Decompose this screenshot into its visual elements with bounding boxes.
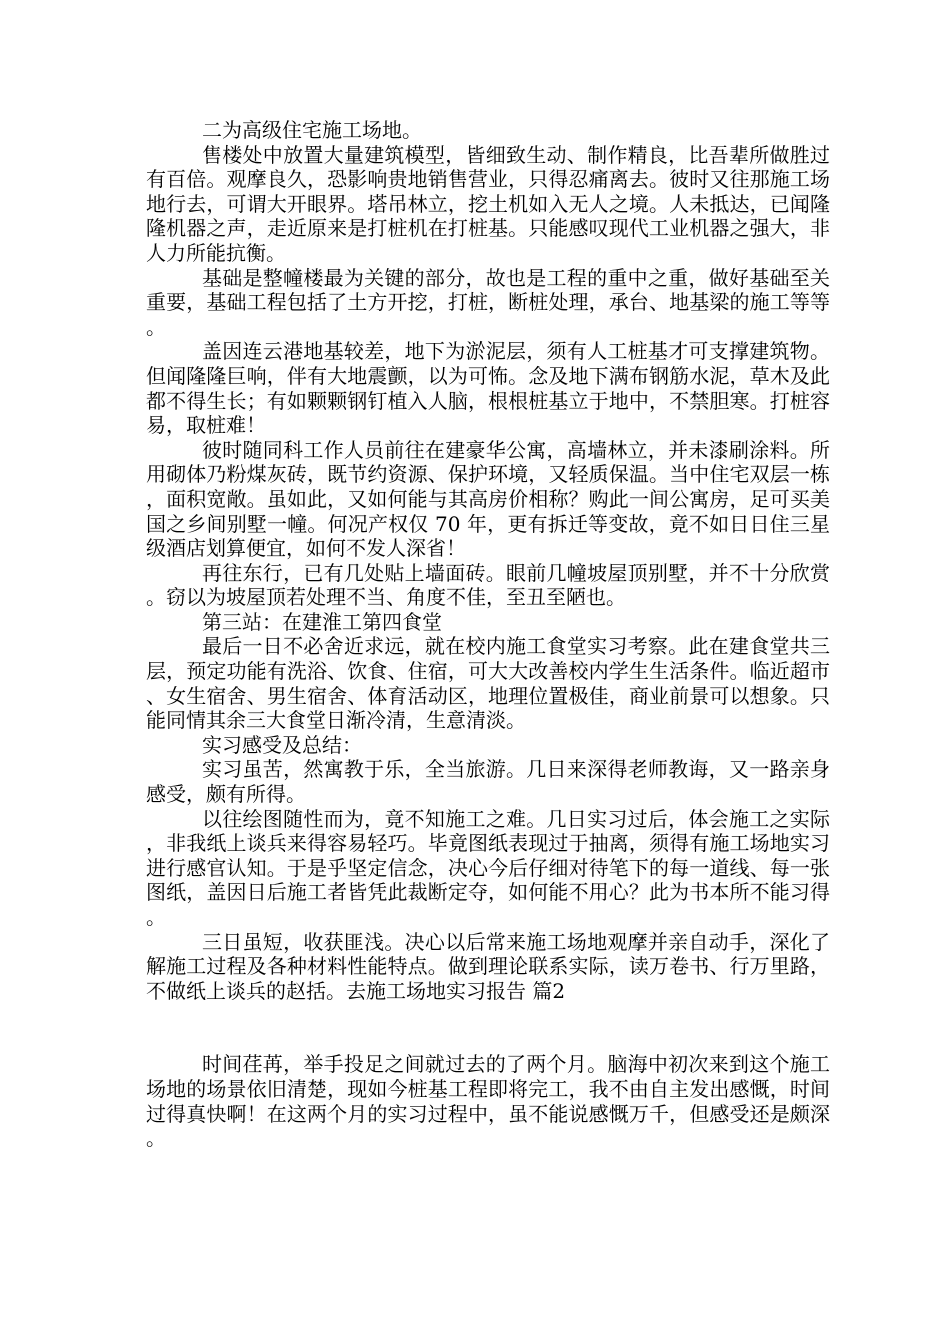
section-heading: 实习感受及总结： bbox=[202, 732, 362, 757]
paragraph: 再往东行，已有几处贴上墙面砖。眼前几幢坡屋顶别墅，并不十分欣赏。窃以为坡屋顶若处理不当、角度不佳，至丑至陋也。 bbox=[146, 560, 830, 610]
paragraph: 时间荏苒，举手投足之间就过去的了两个月。脑海中初次来到这个施工场地的场景依旧清楚，现如今桩基工程即将完工，我不由自主发出感慨，时间过得真快啊！在这两个月的实习过程中，虽不能说感慨万千，但感受还是颇深。 bbox=[146, 1052, 830, 1151]
paragraph: 最后一日不必舍近求远，就在校内施工食堂实习考察。此在建食堂共三层，预定功能有洗浴、饮食、住宿，可大大改善校内学生生活条件。临近超市、女生宿舍、男生宿舍、体育活动区，地理位置极佳，商业前景可以想象。只能同情其余三大食堂日渐冷清，生意清淡。 bbox=[146, 634, 830, 733]
document-body bbox=[146, 118, 830, 1151]
paragraph: 售楼处中放置大量建筑模型，皆细致生动、制作精良，比吾辈所做胜过有百倍。观摩良久，恐影响贵地销售营业，只得忍痛离去。彼时又往那施工场地行去，可谓大开眼界。塔吊林立，挖土机如入无人之境。人未抵达，已闻隆隆机器之声，走近原来是打桩机在打桩基。只能感叹现代工业机器之强大，非人力所能抗衡。 bbox=[146, 142, 830, 265]
paragraph: 三日虽短，收获匪浅。决心以后常来施工场地观摩并亲自动手，深化了解施工过程及各种材料性能特点。做到理论联系实际，读万卷书、行万里路，不做纸上谈兵的赵括。去施工场地实习报告 篇2 bbox=[146, 929, 830, 1003]
paragraph: 基础是整幢楼最为关键的部分，故也是工程的重中之重，做好基础至关重要，基础工程包括了土方开挖，打桩，断桩处理，承台、地基梁的施工等等。 bbox=[146, 265, 830, 339]
paragraph-gap bbox=[146, 1003, 830, 1052]
paragraph: 二为高级住宅施工场地。 bbox=[202, 118, 422, 142]
paragraph: 盖因连云港地基较差，地下为淤泥层，须有人工桩基才可支撑建筑物。但闻隆隆巨响，伴有大地震颤，以为可怖。念及地下满布钢筋水泥，草木及此都不得生长；有如颗颗钢钉植入人脑，根根桩基立于地中，不禁胆寒。打桩容易，取桩难！ bbox=[146, 339, 830, 438]
paragraph: 彼时随同科工作人员前往在建豪华公寓，高墙林立，并未漆刷涂料。所用砌体乃粉煤灰砖，既节约资源、保护环境，又轻质保温。当中住宅双层一栋，面积宽敞。虽如此，又如何能与其高房价相称？购此一间公寓房，足可买美国之乡间别墅一幢。何况产权仅 70 年，更有拆迁等变故，竟不如日日住三星级酒店划算便宜，如何不发人深省！ bbox=[146, 437, 830, 561]
paragraph: 实习虽苦，然寓教于乐，全当旅游。几日来深得老师教诲，又一路亲身感受，颇有所得。 bbox=[146, 757, 830, 807]
paragraph: 以往绘图随性而为，竟不知施工之难。几日实习过后，体会施工之实际，非我纸上谈兵来得容易轻巧。毕竟图纸表现过于抽离，须得有施工场地实习进行感官认知。于是乎坚定信念，决心今后仔细对待笔下的每一道线、每一张图纸，盖因日后施工者皆凭此裁断定夺，如何能不用心？此为书本所不能习得。 bbox=[146, 806, 830, 929]
section-heading: 第三站：在建淮工第四食堂 bbox=[202, 609, 442, 634]
